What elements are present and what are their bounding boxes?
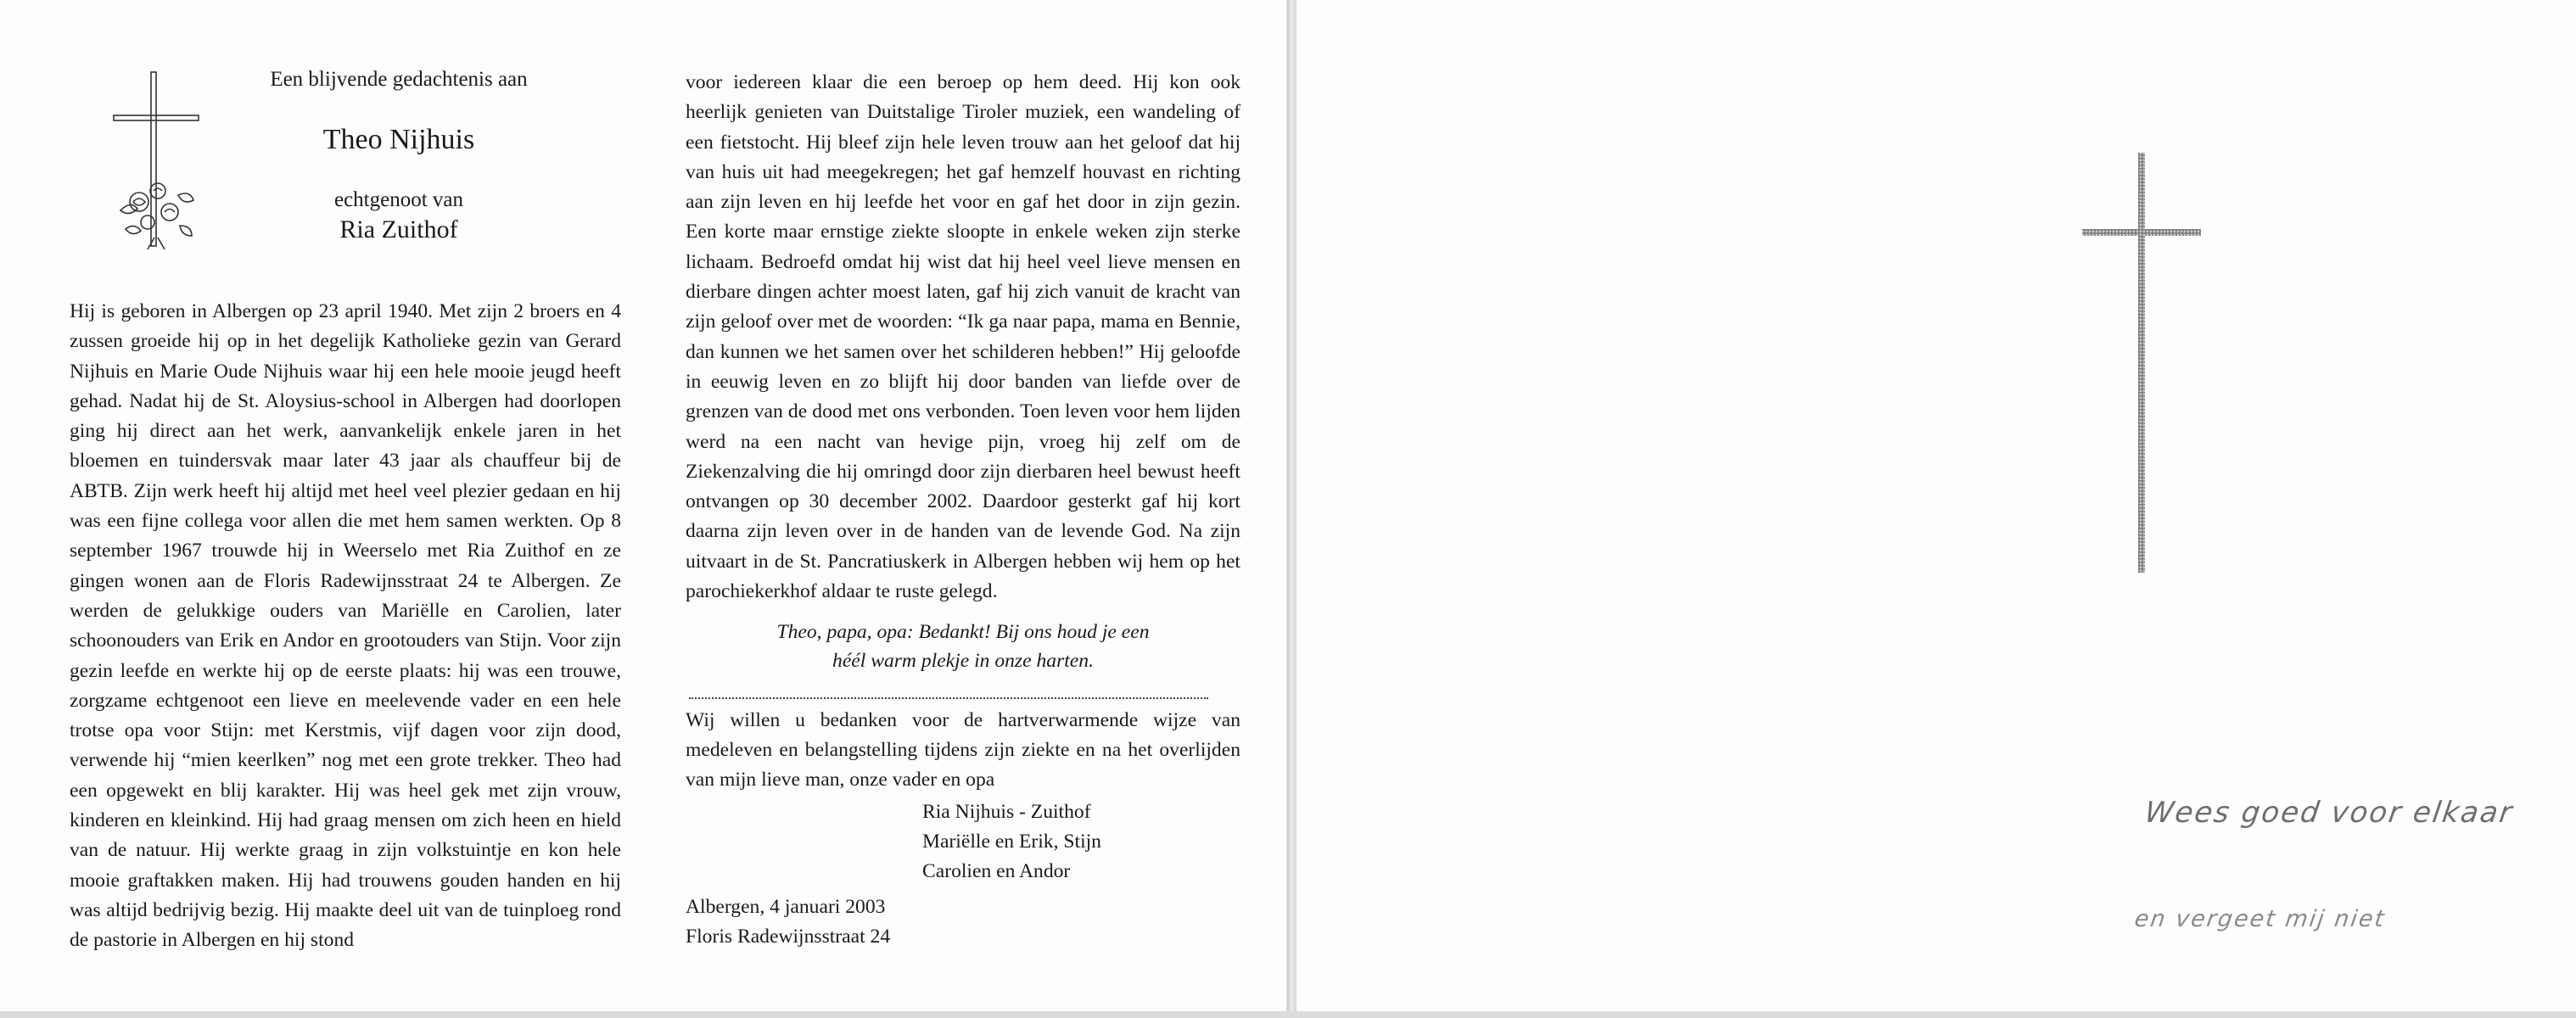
silver-cross-icon: [2082, 153, 2201, 573]
biography-column-2: voor iedereen klaar die een beroep op hem deed. Hij kon ook heerlijk genieten van Duitstalige Tiroler muziek, een wandeling of een fietstocht. Hij bleef zijn hele leven trouw aan het geloof dat hij van huis uit had meegekregen; het gaf hemzelf houvast en richting aan zijn leven en hij leefde het voor en gaf het door in zijn gezin. Een korte maar ernstige ziekte sloopte in enkele weken zijn sterke lichaam. Bedroefd omdat hij wist dat hij heel veel lieve mensen en dierbare dingen achter moest laten, gaf hij zich vanuit de kracht van zijn geloof over met de woorden: “Ik ga naar papa, mama en Bennie, dan kunnen we het samen over het schilderen hebben!” Hij geloofde in eeuwig leven en zo blijft hij door banden van liefde over de grenzen van de dood met ons verbonden. Toen leven voor hem lijden werd na een nacht van hevige pijn, vroeg hij zelf om de Ziekenzalving die hij omringd door zijn dierbaren heel bewust heeft ontvangen op 30 december 2002. Daardoor gesterkt gaf hij kort daarna zijn leven over in de handen van de levende God. Na zijn uitvaart in de St. Pancratiuskerk in Albergen hebben wij hem op het parochiekerkhof aldaar te ruste gelegd.: [686, 71, 1240, 603]
motto-line-1: Wees goed voor elkaar: [2142, 796, 2516, 830]
thanks-text: Wij willen u bedanken voor de hartverwarmende wijze van medeleven en belangstelling tijdens zijn ziekte en na het overlijden van mijn lieve man, onze vader en opa: [686, 709, 1240, 791]
cross-with-roses-icon: [95, 68, 214, 263]
closing-quote-line-1: Theo, papa, opa: Bedankt! Bij ons houd je een: [776, 621, 1150, 643]
dotted-separator: [689, 697, 1208, 699]
signature-line: Mariëlle en Erik, Stijn: [922, 831, 1101, 853]
closing-quote-line-2: héél warm plekje in onze harten.: [832, 650, 1094, 672]
memorial-intro: Een blijvende gedachtenis aan: [270, 68, 528, 91]
place-date-line: Albergen, 4 januari 2003: [686, 896, 886, 918]
place-date: [686, 892, 890, 952]
deceased-name: Theo Nijhuis: [322, 124, 475, 155]
card-fold: [1288, 0, 1296, 1018]
scan-bottom-edge: [0, 1011, 2576, 1018]
signature-line: Carolien en Andor: [922, 860, 1071, 882]
spouse-label: echtgenoot van: [333, 188, 464, 211]
signatures: [922, 797, 1101, 887]
motto-line-2: en vergeet mij niet: [2132, 906, 2388, 932]
biography-column-1: Hij is geboren in Albergen op 23 april 1940. Met zijn 2 broers en 4 zussen groeide hij op in het degelijk Katholieke gezin van Gerard Nijhuis en Marie Oude Nijhuis waar hij een hele mooie jeugd heeft gehad. Nadat hij de St. Aloysius-school in Albergen had doorlopen ging hij direct aan het werk, aanvankelijk enkele jaren in het bloemen en tuindersvak maar later 43 jaar als chauffeur bij de ABTB. Zijn werk heeft hij altijd met heel veel plezier gedaan en hij was een fijne collega voor allen die met hem samen werkten. Op 8 september 1967 trouwde hij in Weerselo met Ria Zuithof en ze gingen wonen aan de Floris Radewijnsstraat 24 te Albergen. Ze werden de gelukkige ouders van Mariëlle en Carolien, later schoonouders van Erik en Andor en grootouders van Stijn. Voor zijn gezin leefde en werkte hij op de eerste plaats: hij was een trouwe, zorgzame echtgenoot een lieve en meelevende vader en een hele trotse opa voor Stijn: met Kerstmis, vijf dagen voor zijn dood, verwende hij “mien keerlken” nog met een grote trekker. Theo had een opgewekt en blij karakter. Hij was heel gek met zijn vrouw, kinderen en kleinkind. Hij had graag mensen om zich heen en hield van de natuur. Hij werkte graag in zijn volkstuintje en kon hele mooie graftakken maken. Hij had trouwens gouden handen en hij was altijd bedrijvig bezig. Hij maakte deel uit van de tuinploeg rond de pastorie in Albergen en hij stond: [70, 300, 621, 952]
address-line: Floris Radewijnsstraat 24: [686, 926, 891, 948]
memorial-card-front: [1296, 0, 2576, 1011]
signature-line: Ria Nijhuis - Zuithof: [922, 801, 1091, 823]
spouse-name: Ria Zuithof: [339, 215, 458, 243]
